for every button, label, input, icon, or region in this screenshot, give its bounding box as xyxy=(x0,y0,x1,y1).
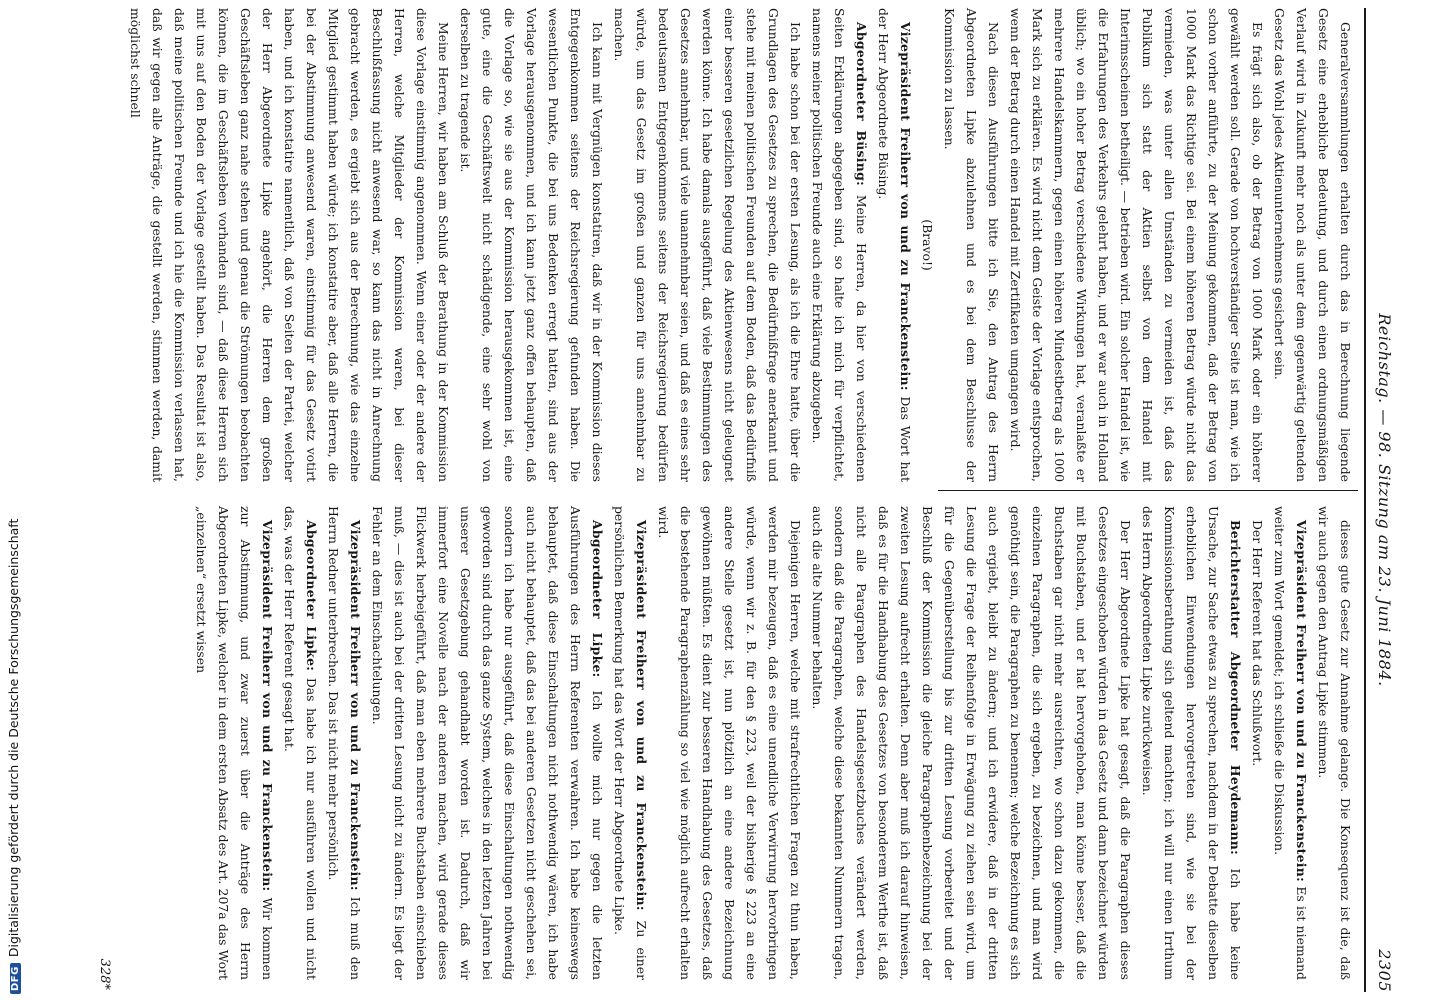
paragraph-text: Ich habe keine Ursache, zur Sache etwas zu sprechen, nachdem in der Debatte dieselben erheblichen Einwendungen hervorgetreten sind, wie sie bei der Kommissionsberathung sich geltend machten; ich will nur einen Irrthum des Herrn Abgeordneten Lipke zurückweisen. xyxy=(1140,506,1243,980)
speaker-name: Vizepräsident Freiherr von und zu Franckenstein: xyxy=(634,520,649,911)
paragraph xyxy=(652,506,806,980)
speaker-name: Abgeordneter Lipke: xyxy=(304,520,319,672)
paragraph-text: Der Herr Abgeordnete Lipke hat gesagt, daß die Paragraphen dieses Gesetzes eingeschoben würden in das Gesetz und dann bezeichnet würden mit Buchstaben, und er hat hervorgehoben, man könne besser, daß die Buchstaben gar nicht mehr ausreichten, wo schon dazu gekommen, die einzelnen Paragraphen, die sich ergeben, zu bezeichnen, und man wird genöthigt sein, die Paragraphen zu benennen; welche Bezeichnung es sich auch ergiebt, bleibt zu ändern; und ich erwidere, daß in der dritten Lesung die Frage der Reihenfolge in Erwägung zu ziehen sein wird, um für die Gegenüberstellung bis zur dritten Lesung vorbereitet und der Beschluß der Kommission die gleiche Paragraphenbezeichnung bei der zweiten Lesung aufrecht erhalten. Denn aber muß ich darauf hinweisen, daß es für die Handhabung des Gesetzes von besonderem Werthe ist, daß nicht alle Paragraphen des Handelsgesetzbuches verändert werden, sondern daß die Paragraphen, welche diese bekannten Nummern tragen, auch die alte Nummer behalten. xyxy=(810,506,1133,980)
header-rule xyxy=(1364,8,1366,992)
paragraph-text: Generalversammlungen erhalten durch das in Berechnung liegende Gesetz eine erhebliche Bedeutung, und durch einen ordnungsmäßigen Verlauf wird in Zukunft mehr noch als unter dem gegenwärtig geltenden Gesetz das Wohl jedes Aktienunternehmens gesichert sein. xyxy=(1272,8,1353,482)
paragraph xyxy=(278,506,322,980)
paragraph-text: Das Wort hat der Herr Abgeordnete Büsing. xyxy=(876,8,913,482)
dfg-logo: DFG xyxy=(10,963,21,994)
paragraph xyxy=(454,8,608,482)
paragraph xyxy=(806,506,1136,980)
paragraph xyxy=(1312,506,1356,980)
page-number: 2305 xyxy=(1375,949,1394,992)
paragraph xyxy=(1268,506,1312,980)
paragraph-text: Meine Herren, da hier von verschiedenen Seiten Erklärungen abgegeben sind, so halte ich mich für verpflichtet, namens meiner politischen Freunde auch eine Erklärung abzugeben. xyxy=(810,8,869,482)
paragraph xyxy=(124,8,454,482)
speaker-name: Vizepräsident Freiherr von und zu Franckenstein: xyxy=(898,22,913,391)
paragraph-text: dieses gute Gesetz zur Annahme gelange. Die Konsequenz ist die, daß wir auch gegen den Antrag Lipke stimmen. xyxy=(1316,506,1353,980)
paragraph-text: Der Herr Referent hat das Schlußwort. xyxy=(1250,520,1265,767)
paragraph xyxy=(608,506,652,980)
speaker-name: Abgeordneter Büsing: xyxy=(854,22,869,186)
speaker-name: Vizepräsident Freiherr von und zu Franckenstein: xyxy=(348,520,363,891)
paragraph xyxy=(806,8,872,482)
paragraph-text: Ich kann mit Vergnügen konstatiren, daß wir in der Kommission dieses Entgegenkommen seitens der Reichsregierung gefunden haben. Die wesentlichen Punkte, die bei uns Bedenken erregt hatten, sind aus der Vorlage herausgenommen, und ich kann jetzt ganz offen behaupten, daß die Vorlage so, wie sie aus der Kommission herausgekommen ist, eine gute, eine die Geschäftswelt nicht schädigende, eine sehr wohl von derselben zu tragende ist. xyxy=(458,8,605,482)
column-divider xyxy=(938,490,1358,491)
credit-text: Digitalisierung gefördert durch die Deutsche Forschungsgemeinschaft xyxy=(6,518,21,958)
paragraph xyxy=(1004,8,1268,482)
paragraph-text: Diejenigen Herren, welche mit strafrechtlichen Fragen zu thun haben, werden mir bezeugen, daß es eine unendliche Verwirrung hervorbringen würde, wenn wir z. B. für den § 223, weil der bisherige § 223 an eine andere Stelle gesetzt ist, nun plötzlich an eine andere Bezeichnung gewöhnen müßten. Es dient zur besseren Handhabung des Gesetzes, daß die bestehende Paragraphenzählung so viel wie möglich aufrecht erhalten wird. xyxy=(656,506,803,980)
paragraph-text: Wir kommen zur Abstimmung, und zwar zuerst über die Anträge des Herrn Abgeordneten Lipke, welcher in dem ersten Absatz des Art. 207a das Wort „einzelnen“ ersetzt wissen xyxy=(194,506,275,980)
speaker-name: Vizepräsident Freiherr von und zu Franckenstein: xyxy=(1294,520,1309,882)
speaker-name: Vizepräsident Freiherr von und zu Franckenstein: xyxy=(260,520,275,892)
paragraph xyxy=(190,506,278,980)
paragraph-text: Das habe ich nur ausführen wollen und nicht das, was der Herr Referent gesagt hat. xyxy=(282,506,319,980)
paragraph xyxy=(1136,506,1246,980)
speaker-name: Berichterstatter Abgeordneter Heydemann: xyxy=(1228,520,1243,855)
paragraph xyxy=(608,8,806,482)
running-title: Reichstag. — 98. Sitzung am 23. Juni 1884. xyxy=(1375,313,1394,687)
paragraph-text: Ich habe schon bei der ersten Lesung, als ich die Ehre hatte, über die Grundlagen des Gesetzes zu sprechen, die Bedürfnißfrage anerkannt und stehe mit meinen politischen Freunden auf dem Boden, daß das Bedürfniß einer besseren gesetzlichen Regelung des Aktienwesens nicht geleugnet werden könne. Ich habe damals ausgeführt, daß viele Bestimmungen des Gesetzes annehmbar, und viele unannehmbar seien, und daß es eines sehr bedeutsamen Entgegenkommens seitens der Reichsregierung bedürfen würde, um das Gesetz im großen und ganzen für uns annehmbar zu machen. xyxy=(612,8,803,482)
digitization-credit xyxy=(2,0,28,1000)
paragraph xyxy=(916,8,938,482)
paragraph-text: Meine Herren, wir haben am Schluß der Berathung in der Kommission diese Vorlage einstimmig angenommen. Wenn einer oder der andere der Herren, welche Mitglieder der Kommission waren, bei dieser Beschlußfassung nicht anwesend war, so kann das nicht in Anrechnung gebracht werden, es ergiebt sich aus der Berechnung, wie das einzelne Mitglied gestimmt haben würde; ich konstatire aber, daß alle Herren, die bei der Abstimmung anwesend waren, einstimmig für das Gesetz votirt haben, und ich konstatire namentlich, daß von Seiten der Partei, welcher der Herr Abgeordnete Lipke angehört, die Herren dem großen Geschäftsleben ganz nahe stehen und genau die Strömungen beobachten können, die im Geschäftsleben vorhanden sind, — daß diese Herren sich mit uns auf den Boden der Vorlage gestellt haben. Das Resultat ist also, daß meine politischen Freunde und ich hie die Kommission verlassen hat, daß wir gegen alle Anträge, die gestellt werden, stimmen werden, damit möglichst schnell xyxy=(128,8,451,482)
paragraph-text: (Bravo!) xyxy=(920,219,935,271)
paragraph-text: Ich wollte mich nur gegen die letzten Ausführungen des Herrn Referenten verwahren. Ich habe keineswegs behauptet, daß diese Einschaltungen nicht nothwendig wären, ich habe auch nicht behauptet, daß das bei anderen Gesetzen nicht geschehen sei, sondern ich habe nur ausgeführt, daß diese Einschaltungen nothwendig geworden sind durch das ganze System, welches in den letzten Jahren bei unserer Gesetzgebung gehandhabt worden ist. Dadurch, daß wir immerfort eine Novelle nach der anderen machen, wird gerade dieses Flickwerk herbeigeführt, daß man eben mehrere Buchstaben einschieben muß, — dies ist auch bei der dritten Lesung nicht zu ändern. Es liegt der Fehler an dem Einschachtelungen. xyxy=(370,506,605,980)
paragraph-text: Es frägt sich also, ob der Betrag von 1000 Mark oder ein höherer gewählt werden soll. Gerade von hochverständiger Seite ist man, wie ich schon vorher anführte, zu der Meinung gekommen, daß der Betrag von 1000 Mark das Richtige sei. Bei einem höheren Betrag würde nicht das vermieden, was unter allen Umständen zu vermeiden ist, daß das Publikum sich statt der Aktien selbst von dem Handel mit Interimsscheinen betheiligt. — betrieben wird. Ein solcher Handel ist, wie die Erfahrungen des Verkehrs gelehrt haben, und er war auch in Holland üblich; wo ein hoher Betrag verschiedene Wirkungen hat, veranlaßte er mehrere Handelskammern, gegen einen höheren Mindestbetrag als 1000 Mark sich zu erklären. Es wird nicht dem Geiste der Vorlage entsprochen, wenn der Betrag durch einen Handel mit Zertifikaten umgangen wird. xyxy=(1008,8,1265,482)
paragraph xyxy=(872,8,916,482)
paragraph-text: Es ist niemand weiter zum Wort gemeldet; ich schließe die Diskussion. xyxy=(1272,506,1309,980)
paragraph xyxy=(366,506,608,980)
paragraph-text: Zu einer persönlichen Bemerkung hat das Wort der Herr Abgeordnete Lipke. xyxy=(612,506,649,980)
credit-line xyxy=(6,0,21,994)
paragraph xyxy=(1246,506,1268,980)
printer-signature: 328* xyxy=(97,958,112,990)
paragraph-text: Ich muß den Herrn Redner unterbrechen. Das ist nicht mehr persönlich. xyxy=(326,506,363,980)
paragraph xyxy=(322,506,366,980)
paragraph xyxy=(1268,8,1356,482)
running-head xyxy=(1368,8,1396,992)
paragraph-text: Nach diesen Ausführungen bitte ich Sie, den Antrag des Herrn Abgeordneten Lipke abzulehnen und es bei dem Beschlusse der Kommission zu lassen. xyxy=(942,8,1001,482)
left-column xyxy=(124,8,1356,482)
paragraph xyxy=(938,8,1004,482)
speaker-name: Abgeordneter Lipke: xyxy=(590,520,605,678)
right-column xyxy=(190,506,1356,980)
